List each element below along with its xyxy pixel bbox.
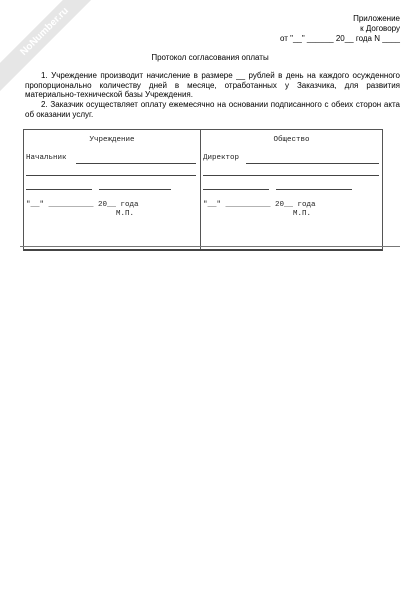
signature-line: [203, 189, 269, 190]
signature-line: [246, 163, 379, 164]
watermark-text: NoNumber.ru: [18, 5, 71, 58]
signature-date: "__" __________ 20__ года: [26, 201, 139, 209]
stamp-placeholder: М.П.: [293, 210, 312, 218]
signature-line: [99, 189, 171, 190]
signature-header: Общество: [273, 136, 310, 144]
signature-line: [26, 189, 92, 190]
signature-line: [26, 175, 196, 176]
document-title: Протокол согласования оплаты: [151, 53, 269, 62]
stamp-placeholder: М.П.: [116, 210, 135, 218]
signature-header: Учреждение: [89, 136, 135, 144]
paragraph-1: 1. Учреждение производит начисление в размере __ рублей в день на каждого осужденного пропорционально количеству дней в месяце, отработанных у Заказчика, для развития материально-технической базы Учреждения.: [25, 71, 400, 99]
appendix-line-2: к Договору: [360, 24, 400, 33]
signature-line: [76, 163, 196, 164]
appendix-line-1: Приложение: [353, 14, 400, 23]
signature-role: Директор: [203, 154, 240, 162]
appendix-block: [280, 14, 400, 44]
signature-date: "__" __________ 20__ года: [203, 201, 316, 209]
signature-line: [203, 175, 379, 176]
signature-column-company: [201, 130, 382, 249]
signature-role: Начальник: [26, 154, 67, 162]
signature-table: [23, 129, 383, 251]
appendix-line-3: от "__" ______ 20__ года N ____: [279, 34, 400, 43]
signature-column-institution: [24, 130, 201, 249]
bottom-divider: [20, 246, 400, 247]
signature-line: [276, 189, 352, 190]
paragraph-2: 2. Заказчик осуществляет оплату ежемесячно на основании подписанного с обеих сторон акта об оказании услуг.: [25, 100, 400, 119]
